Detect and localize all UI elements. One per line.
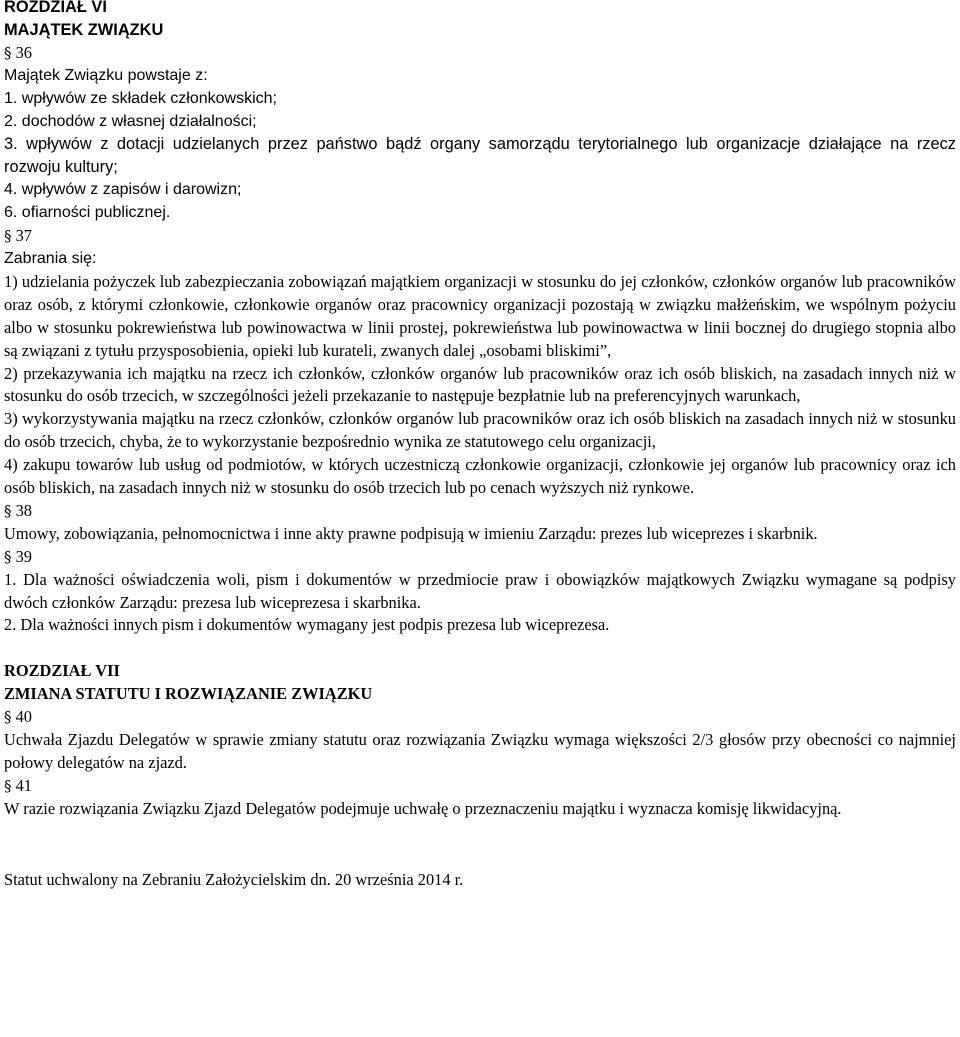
section-36-intro: Majątek Związku powstaje z: <box>4 66 208 84</box>
section-36-item-2: 2. dochodów z własnej działalności; <box>4 112 257 130</box>
section-39-item-1: 1. Dla ważności oświadczenia woli, pism i dokumentów w przedmiocie praw i obowiązków majątkowych Związku wymagane są podpisy dwóch członków Zarządu: prezesa lub wiceprezesa i skarbnika. <box>4 569 956 612</box>
document-page <box>4 0 956 892</box>
section-sign-icon: § <box>4 708 12 727</box>
section-41-heading <box>4 775 956 798</box>
section-37-item-1: 1) udzielania pożyczek lub zabezpieczania zobowiązań majątkiem organizacji w stosunku do jej członków, członków organów lub pracowników oraz osób, z którymi członkowie, członkowie organów oraz pracownicy organizacji pozostają w związku małżeńskim, we wspólnym pożyciu albo w stosunku pokrewieństwa lub powinowactwa w linii prostej, pokrewieństwa lub powinowactwa w linii bocznej do drugiego stopnia albo są związani z tytułu przysposobienia, opieki lub kurateli, zwanych dalej „osobami bliskimi”, <box>4 271 956 360</box>
section-sign-icon: § <box>4 547 12 566</box>
section-37-item-4: 4) zakupu towarów lub usług od podmiotów, w których uczestniczą członkowie organizacji, członkowie jej organów lub pracownicy oraz ich osób bliskich, na zasadach innych niż w stosunku do osób trzecich lub po cenach wyższych niż rynkowe. <box>4 455 956 498</box>
section-36-heading <box>4 42 956 65</box>
section-40-number: 40 <box>15 707 32 727</box>
spacer <box>4 821 956 869</box>
section-37-item-3: 3) wykorzystywania majątku na rzecz członków, członków organów lub pracowników oraz ich osób bliskich na zasadach innych niż w stosunku do osób trzecich, chyba, że to wykorzystanie bezpośrednio wynika ze statutowego celu organizacji, <box>4 409 956 452</box>
section-sign-icon: § <box>4 227 12 246</box>
section-40-heading <box>4 706 956 729</box>
section-38-text: Umowy, zobowiązania, pełnomocnictwa i inne akty prawne podpisują w imieniu Zarządu: prezes lub wiceprezes i skarbnik. <box>4 523 818 543</box>
section-39-item-2: 2. Dla ważności innych pism i dokumentów wymagany jest podpis prezesa lub wiceprezesa. <box>4 615 610 635</box>
chapter-7-heading: ROZDZIAŁ VII <box>4 661 120 681</box>
section-38-heading <box>4 500 956 523</box>
chapter-7-title: ZMIANA STATUTU I ROZWIĄZANIE ZWIĄZKU <box>4 684 373 704</box>
section-39-heading <box>4 546 956 569</box>
section-sign-icon: § <box>4 501 12 520</box>
section-36-item-4: 4. wpływów z zapisów i darowizn; <box>4 181 242 199</box>
section-36-item-3: 3. wpływów z dotacji udzielanych przez państwo bądź organy samorządu terytorialnego lub organizacje działające na rzecz rozwoju kultury; <box>4 135 956 177</box>
section-sign-icon: § <box>4 776 12 795</box>
chapter-6-heading: ROZDZIAŁ VI <box>4 0 107 16</box>
section-39-number: 39 <box>15 546 32 566</box>
section-37-number: 37 <box>15 226 32 246</box>
section-37-item-2: 2) przekazywania ich majątku na rzecz ich członków, członków organów lub pracowników oraz ich osób bliskich, na zasadach innych niż w stosunku do osób trzecich, w szczególności jeżeli przekazanie to następuje bezpłatnie lub na preferencyjnych warunkach, <box>4 363 956 406</box>
section-36-item-6: 6. ofiarności publicznej. <box>4 204 171 222</box>
section-38-number: 38 <box>15 500 32 520</box>
section-40-text: Uchwała Zjazdu Delegatów w sprawie zmiany statutu oraz rozwiązania Związku wymaga większości 2/3 głosów przy obecności co najmniej połowy delegatów na zjazd. <box>4 729 956 772</box>
section-36-item-1: 1. wpływów ze składek członkowskich; <box>4 89 277 107</box>
section-37-heading <box>4 225 956 248</box>
section-37-intro: Zabrania się: <box>4 249 97 267</box>
section-36-number: 36 <box>15 42 32 62</box>
spacer <box>4 637 956 660</box>
section-41-text: W razie rozwiązania Związku Zjazd Delegatów podejmuje uchwałę o przeznaczeniu majątku i wyznacza komisję likwidacyjną. <box>4 798 842 818</box>
chapter-6-title: MAJĄTEK ZWIĄZKU <box>4 20 164 39</box>
footer-note: Statut uchwalony na Zebraniu Założycielskim dn. 20 września 2014 r. <box>4 869 464 889</box>
section-41-number: 41 <box>15 775 32 795</box>
section-sign-icon: § <box>4 43 12 62</box>
